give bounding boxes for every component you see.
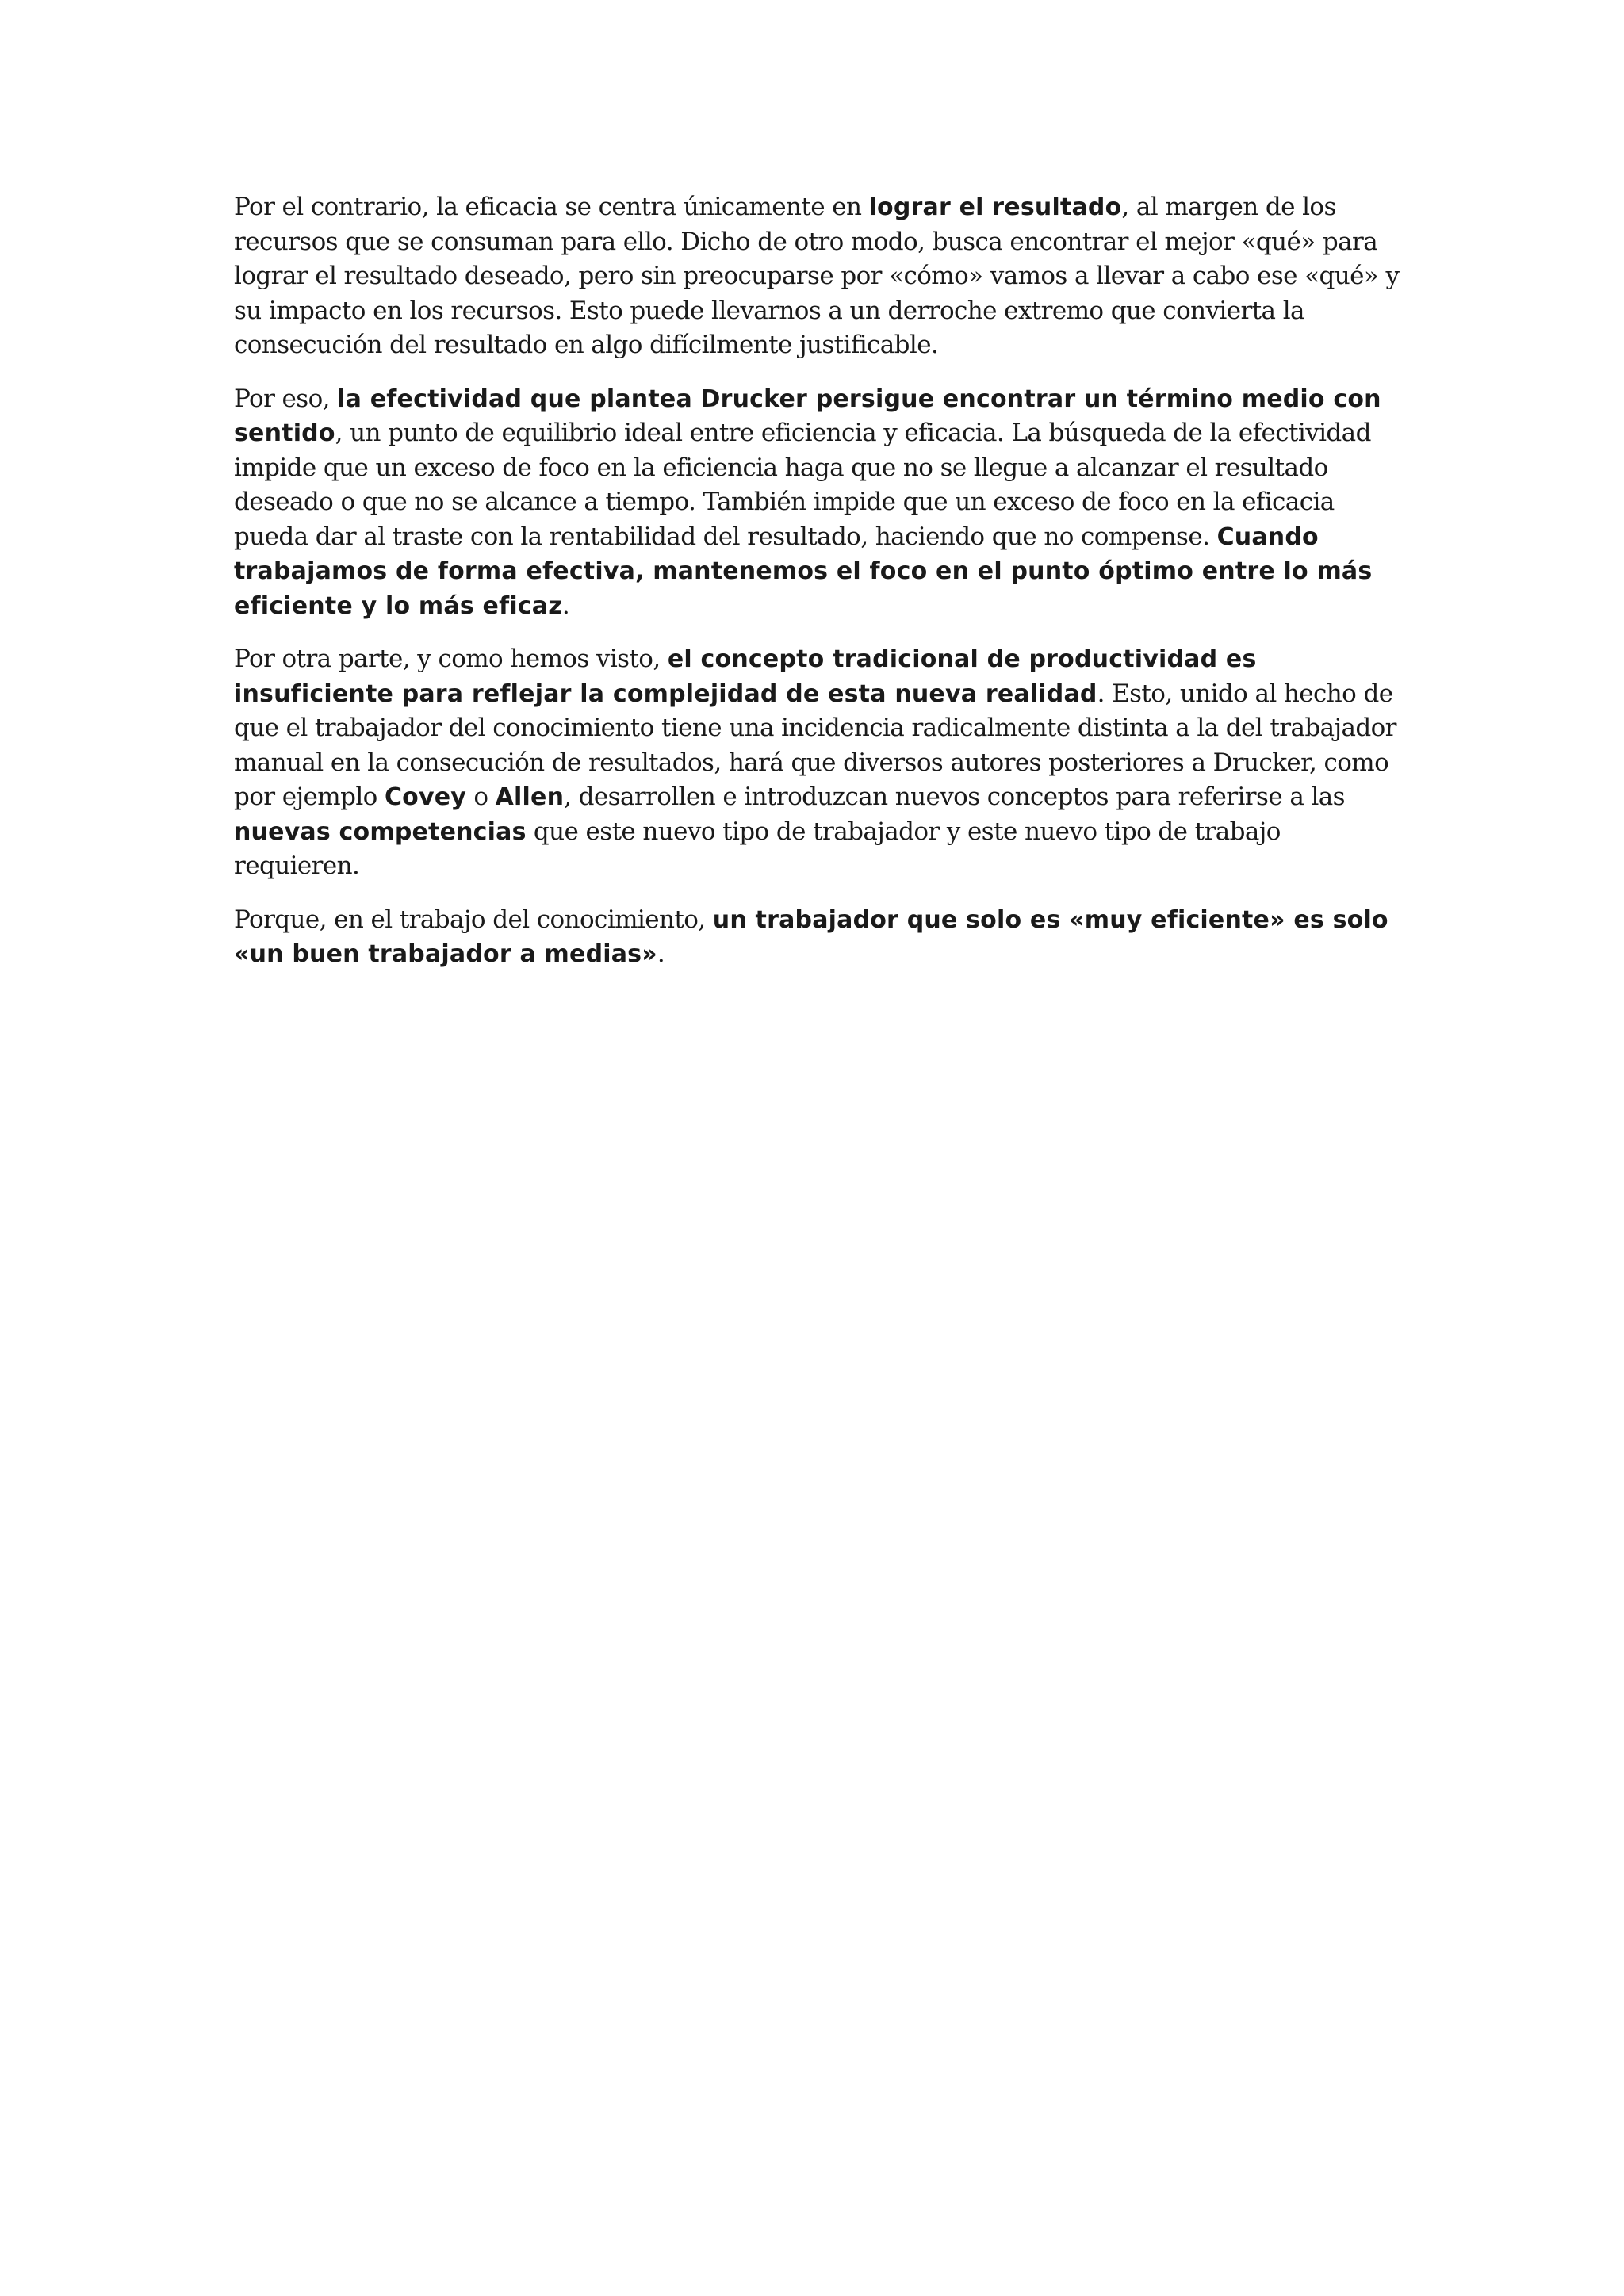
- bold-segment: Cuando trabajamos de forma efectiva, mantenemos el foco en el punto óptimo entre lo más eficiente y lo más eficaz: [234, 522, 1373, 620]
- text-segment: Porque, en el trabajo del conocimiento,: [234, 905, 713, 934]
- text-segment: o: [466, 783, 496, 811]
- text-segment: Por eso,: [234, 384, 338, 413]
- text-segment: Por otra parte, y como hemos visto,: [234, 645, 668, 673]
- paragraph-productividad: [234, 642, 1400, 884]
- bold-segment: el concepto tradicional de productividad es insuficiente para reflejar la complejidad de esta nueva realidad: [234, 645, 1257, 708]
- paragraph-eficacia: [234, 190, 1400, 363]
- text-segment: Por el contrario, la eficacia se centra únicamente en: [234, 193, 869, 221]
- text-segment: . Esto, unido al hecho de que el trabajador del conocimiento tiene una incidencia radicalmente distinta a la del trabajador manual en la consecución de resultados, hará que diversos autores posteriores a Drucker, como por ejemplo: [234, 679, 1396, 811]
- text-segment: que este nuevo tipo de trabajador y este nuevo tipo de trabajo requieren.: [234, 817, 1281, 880]
- text-segment: .: [561, 591, 570, 620]
- bold-segment: la efectividad que plantea Drucker persigue encontrar un término medio con sentido: [234, 385, 1381, 447]
- text-segment: , al margen de los recursos que se consuman para ello. Dicho de otro modo, busca encontrar el mejor «qué» para lograr el resultado deseado, pero sin preocuparse por «cómo» vamos a llevar a cabo ese «qué» y su impacto en los recursos. Esto puede llevarnos a un derroche extremo que convierta la consecución del resultado en algo difícilmente justificable.: [234, 193, 1400, 359]
- bold-segment: nuevas competencias: [234, 817, 527, 846]
- paragraph-efectividad: [234, 382, 1400, 624]
- bold-segment: Allen: [495, 783, 565, 811]
- text-segment: , desarrollen e introduzcan nuevos conceptos para referirse a las: [564, 783, 1345, 811]
- paragraph-conclusion: [234, 903, 1400, 972]
- document-body: [234, 190, 1400, 991]
- bold-segment: Covey: [384, 783, 467, 811]
- bold-segment: un trabajador que solo es «muy eficiente» es solo «un buen trabajador a medias»: [234, 905, 1388, 968]
- text-segment: , un punto de equilibrio ideal entre eficiencia y eficacia. La búsqueda de la efectividad impide que un exceso de foco en la eficiencia haga que no se llegue a alcanzar el resultado deseado o que no se alcance a tiempo. También impide que un exceso de foco en la eficacia pueda dar al traste con la rentabilidad del resultado, haciendo que no compense.: [234, 419, 1371, 551]
- bold-segment: lograr el resultado: [868, 193, 1122, 221]
- text-segment: .: [657, 939, 665, 968]
